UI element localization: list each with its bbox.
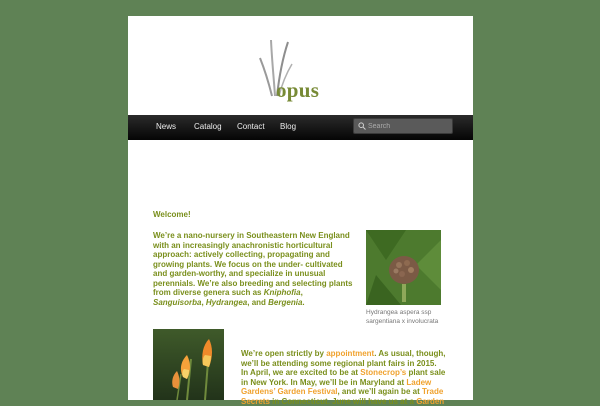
- genus-sanguisorba: Sanguisorba: [153, 298, 201, 307]
- kniphofia-flower-image: [153, 329, 224, 400]
- text-span: plant sale: [406, 368, 445, 377]
- genus-bergenia: Bergenia: [268, 298, 302, 307]
- text-span: , and: [247, 298, 268, 307]
- visit-line: [241, 378, 471, 388]
- welcome-heading: Welcome!: [153, 210, 191, 220]
- visit-paragraph: [241, 349, 471, 406]
- intro-paragraph: [153, 231, 363, 307]
- nav-item-news[interactable]: News: [156, 122, 176, 131]
- garden-link[interactable]: Garden: [416, 397, 444, 406]
- hydrangea-photo[interactable]: [366, 230, 441, 305]
- visit-line: we’ll be attending some regional plant fairs in 2015.: [241, 359, 471, 369]
- intro-line: and garden-worthy, and specialize in unusual: [153, 269, 363, 279]
- page-container: [128, 16, 473, 400]
- genus-hydrangea: Hydrangea: [206, 298, 247, 307]
- intro-line: We’re a nano-nursery in Southeastern New England: [153, 231, 363, 241]
- intro-line: growing plants. We focus on the under- cultivated: [153, 260, 363, 270]
- text-span: ,: [301, 288, 303, 297]
- ladew-link[interactable]: Ladew: [406, 378, 431, 387]
- intro-line: [153, 288, 363, 298]
- text-span: . As usual, though,: [374, 349, 445, 358]
- search-input[interactable]: [368, 120, 448, 132]
- stonecrop-link[interactable]: Stonecrop’s: [360, 368, 406, 377]
- caption-line: Hydrangea aspera ssp: [366, 308, 456, 317]
- genus-kniphofia: Kniphofia: [264, 288, 301, 297]
- main-navigation: [128, 115, 473, 140]
- intro-line: perennials. We’re also breeding and selecting plants: [153, 279, 363, 289]
- text-span: .: [302, 298, 304, 307]
- search-box[interactable]: [353, 118, 453, 134]
- appointment-link[interactable]: appointment: [326, 349, 374, 358]
- caption-line: sargentiana x involucrata: [366, 317, 456, 326]
- text-span: from diverse genera such as: [153, 288, 264, 297]
- trade-secrets-link[interactable]: Trade: [422, 387, 443, 396]
- trade-secrets-link-cont[interactable]: Secrets: [241, 397, 270, 406]
- intro-line: with an increasingly anachronistic horticultural: [153, 241, 363, 251]
- visit-line: [241, 397, 471, 406]
- nav-item-blog[interactable]: Blog: [280, 122, 296, 131]
- text-span: , and we’ll again be at: [337, 387, 421, 396]
- visit-line: [241, 368, 471, 378]
- text-span: in New York. In May, we’ll be in Maryland at: [241, 378, 406, 387]
- ladew-festival-link[interactable]: Gardens’ Garden Festival: [241, 387, 337, 396]
- hydrangea-bud-image: [366, 230, 441, 305]
- text-span: In April, we are excited to be at: [241, 368, 360, 377]
- nav-item-contact[interactable]: Contact: [237, 122, 265, 131]
- text-span: We’re open strictly by: [241, 349, 326, 358]
- search-icon: [358, 122, 366, 130]
- intro-line: [153, 298, 363, 308]
- intro-line: approach: actively collecting, propagating and: [153, 250, 363, 260]
- logo-text: opus: [276, 78, 319, 103]
- text-span: ,: [201, 298, 205, 307]
- text-span: in Connecticut. June will have us at a: [270, 397, 416, 406]
- site-logo[interactable]: [258, 40, 328, 102]
- photo-caption: [366, 308, 456, 326]
- kniphofia-photo[interactable]: [153, 329, 224, 400]
- nav-item-catalog[interactable]: Catalog: [194, 122, 222, 131]
- visit-line: [241, 349, 471, 359]
- visit-line: [241, 387, 471, 397]
